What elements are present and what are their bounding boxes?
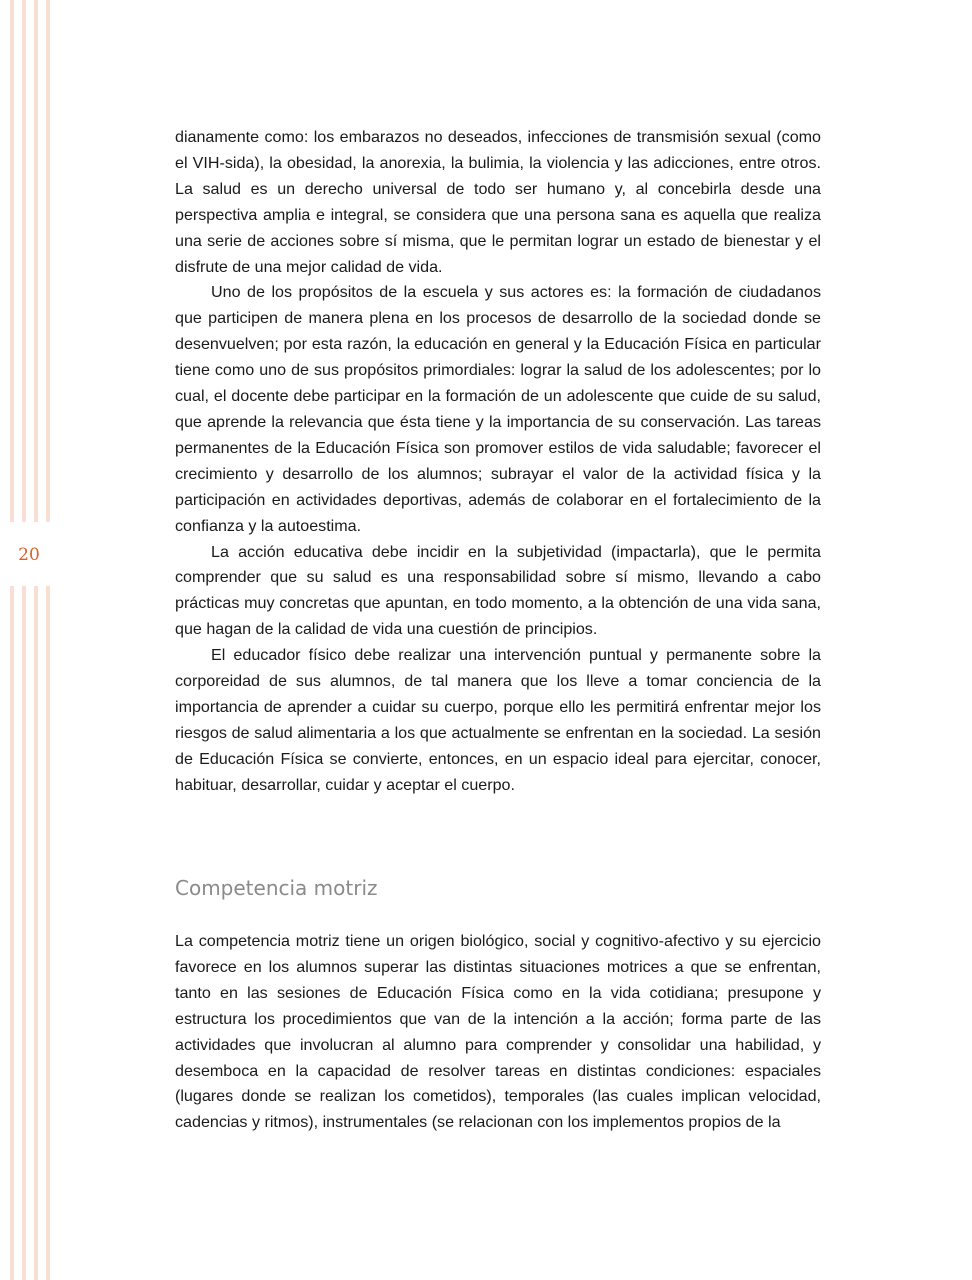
- margin-stripe: [10, 586, 14, 1280]
- decorative-margin-stripes: [0, 0, 58, 1280]
- margin-stripe: [46, 0, 50, 522]
- margin-stripe: [22, 586, 26, 1280]
- body-text: [175, 125, 821, 799]
- margin-stripe: [34, 586, 38, 1280]
- margin-stripe: [22, 0, 26, 522]
- paragraph-2: Uno de los propósitos de la escuela y sus actores es: la formación de ciudadanos que participen de manera plena en los procesos de desarrollo de la sociedad donde se desenvuelven; por esta razón, la educación en general y la Educación Física en particular tiene como uno de sus propósitos primordiales: lograr la salud de los adolescentes; por lo cual, el docente debe participar en la formación de un adolescente que cuide de su salud, que aprende la relevancia que ésta tiene y la importancia de su conservación. Las tareas permanentes de la Educación Física son promover estilos de vida saludable; favorecer el crecimiento y desarrollo de los alumnos; subrayar el valor de la actividad física y la participación en actividades deportivas, además de colaborar en el fortalecimiento de la confianza y la autoestima.: [175, 283, 821, 535]
- paragraph-1: dianamente como: los embarazos no deseados, infecciones de transmisión sexual (como el VIH-sida), la obesidad, la anorexia, la bulimia, la violencia y las adicciones, entre otros. La salud es un derecho universal de todo ser humano y, al concebirla desde una perspectiva amplia e integral, se considera que una persona sana es aquella que realiza una serie de acciones sobre sí misma, que le permitan lograr un estado de bienestar y el disfrute de una mejor calidad de vida.: [175, 128, 821, 276]
- margin-stripe: [10, 0, 14, 522]
- paragraph-3: La acción educativa debe incidir en la subjetividad (impactarla), que le permita comprender que su salud es una responsabilidad sobre sí mismo, llevando a cabo prácticas muy concretas que apuntan, en todo momento, a la obtención de una vida sana, que hagan de la calidad de vida una cuestión de principios.: [175, 542, 821, 639]
- paragraph-4: El educador físico debe realizar una intervención puntual y permanente sobre la corporeidad de sus alumnos, de tal manera que los lleve a tomar conciencia de la importancia de aprender a cuidar su cuerpo, porque ello les permitirá enfrentar mejor los riesgos de salud alimentaria a los que actualmente se enfrentan en la sociedad. La sesión de Educación Física se convierte, entonces, en un espacio ideal para ejercitar, conocer, habituar, desarrollar, cuidar y aceptar el cuerpo.: [175, 646, 821, 794]
- section-paragraph: La competencia motriz tiene un origen biológico, social y cognitivo-afectivo y su ejercicio favorece en los alumnos superar las distintas situaciones motrices a que se enfrentan, tanto en las sesiones de Educación Física como en la vida cotidiana; presupone y estructura los procedimientos que van de la intención a la acción; forma parte de las actividades que involucran al alumno para comprender y consolidar una habilidad, y desemboca en la capacidad de resolver tareas en distintas condiciones: espaciales (lugares donde se realizan los cometidos), temporales (las cuales implican velocidad, cadencias y ritmos), instrumentales (se relacionan con los implementos propios de la: [175, 932, 821, 1132]
- margin-stripe: [46, 586, 50, 1280]
- section-heading: Competencia motriz: [175, 876, 378, 900]
- section-body-text: [175, 929, 821, 1136]
- margin-stripe: [34, 0, 38, 522]
- page-number: 20: [0, 542, 58, 568]
